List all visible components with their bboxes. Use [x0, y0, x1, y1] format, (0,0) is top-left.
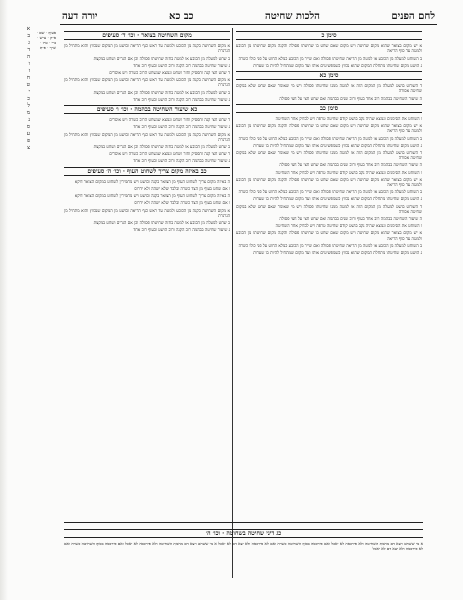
- gloss-letter: פ: [27, 138, 30, 144]
- gloss-letter: ב: [27, 33, 30, 39]
- siman-kaf-heading: סימן כ: [236, 31, 422, 40]
- paragraph: ג שיעור שחיטה בבהמה רוב הקנה ורוב הושט ובעוף רוב אחד: [133, 124, 230, 130]
- paragraph: ו השוחט את הסימנים ונמצא שהיה נקב בושט קודם שחיטה טרפה ויש לבדוק אחר השחיטה: [275, 223, 422, 229]
- paragraph: א מקום השחיטה בקנה מן הכובע ולמטה עד ראש כנף הריאה ובושט מן המקום שנכווץ והוא מתחיל מן הגרגרת: [64, 207, 230, 218]
- paragraph: ב השוחט למעלה מן הכובע או למטה מן הריאה שחיטתו פסולה ואם שייר מן הכובע כמלא החוט על פני כולו כשרה: [238, 55, 422, 61]
- column-divider: [232, 28, 233, 578]
- section-heading: מקום השחיטה בצואר · וכו׳ ד׳ סעיפים: [64, 31, 230, 40]
- paragraph: ג הושט מקום שחיטתו מתחלת המקום שהוא נכווץ כשמפשיטים אותו ועד מקום שמתחיל להיות בו שערות: [253, 142, 422, 148]
- paragraph: א מקום השחיטה בקנה מן הכובע ולמטה עד ראש כנף הריאה ובושט מן המקום שנכווץ והוא מתחיל מן הגרגרת: [64, 43, 230, 54]
- paragraph: א מקום השחיטה בקנה מן הכובע ולמטה עד ראש כנף הריאה ובושט מן המקום שנכווץ והוא מתחיל מן הגרגרת: [64, 131, 230, 142]
- header-left-label: כב כא: [169, 10, 194, 22]
- paragraph: ד השוחט בושט למעלה מן המקום הזה או למטה ממנו שחיטתו פסולה ויש מי שאומר שאם שחט שלא במקום שחיטה אסורה: [236, 150, 422, 161]
- section-heading: כא שיעור השחיטה בבהמה · וכו׳ ו׳ סעיפים: [64, 105, 230, 114]
- header-far-left: יורה דעה: [62, 10, 98, 22]
- paragraph: ב שחט למעלה מן הכובע או למטה בחזה שחיטתו פסולה וכן אם הגרים ושחט במקצת: [93, 89, 230, 95]
- paragraph: א יש מקום בצואר שהוא מקום שחיטה ויש מקום שאם שחט בו שחיטתו פסולה והקנה מקום שחיטתו מן הכובע ולמטה עד סוף הריאה: [236, 176, 422, 188]
- gloss-letter: ע: [26, 131, 30, 137]
- gloss-letter: י: [28, 89, 30, 95]
- paragraph: ב השוחט למעלה מן הכובע או למטה מן הריאה שחיטתו פסולה ואם שייר מן הכובע כמלא החוט על פני כולו כשרה: [238, 135, 422, 141]
- left-column: [64, 28, 230, 578]
- gloss-letter: ד: [27, 47, 30, 53]
- gloss-letter: כ: [27, 96, 30, 102]
- gloss-letter: ז: [28, 68, 30, 74]
- siman-kaf-alef-heading: סימן כא: [236, 71, 422, 80]
- paragraph: א יש מקום בצואר שהוא מקום שחיטה ויש מקום שאם שחט בו שחיטתו פסולה והקנה מקום שחיטתו מן הכובע ולמטה עד סוף הריאה: [236, 43, 422, 54]
- paragraph: ה באיזה מקום צריך לשחוט העוף מן הצואר בקנה ובושט ויש מחמירין לשחוט במקום הצואר דוקא: [74, 193, 230, 199]
- paragraph: ג הושט מקום שחיטתו מתחלת המקום שהוא נכווץ כשמפשיטים אותו ועד מקום שמתחיל להיות בו שערות: [253, 196, 422, 202]
- gloss-letter: ה: [26, 54, 30, 60]
- left-gloss-column: [4, 26, 30, 166]
- paragraph: ד השוחט בושט למעלה מן המקום הזה או למטה ממנו שחיטתו פסולה ויש מי שאומר שאם שחט שלא במקום שחיטה אסורה: [236, 83, 422, 94]
- paragraph: ו השוחט את הסימנים ונמצא שהיה נקב בושט קודם שחיטה טרפה ויש לבדוק אחר השחיטה: [275, 116, 422, 122]
- paragraph: ד שחט חצי קנה והפסיק וחזר ושחט ונמצא שנשחט הרוב כשרה ויש אוסרים: [109, 70, 230, 76]
- paragraph: ג הושט מקום שחיטתו מתחלת המקום שהוא נכווץ כשמפשיטים אותו ועד מקום שמתחיל להיות בו שערות: [253, 62, 422, 68]
- paragraph: א מקום השחיטה בקנה מן הכובע ולמטה עד ראש כנף הריאה ובושט מן המקום שנכווץ והוא מתחיל מן הגרגרת: [64, 77, 230, 88]
- gloss-letter: צ: [27, 145, 30, 151]
- gloss-letter: מ: [26, 110, 30, 116]
- section-heading: כב באיזה מקום צריך לשחוט העוף · וכו׳ ה׳ סעיפים: [64, 167, 230, 176]
- gloss-letter: ו: [28, 61, 30, 67]
- paragraph: א מי ששחט ויצא דם מחמת השחיטה ולא פירכסה לא יאכל ואם פירכסה בסוף השחיטה כשרה ואם לא פירכסה ולא יצא דם לא יאכל א מי ששחט ויצא דם מחמת השחיטה ולא פירכסה לא יאכל ואם פירכסה בסוף השחיטה כשרה ואם לא פירכסה ולא יצא דם לא יאכל: [64, 541, 423, 551]
- right-column: [236, 28, 422, 578]
- paragraph: ה שיעור השחיטה בבהמה רוב אחד בעוף ורוב שנים בבהמה ואם שחט חצי על חצי פסולה: [279, 162, 422, 168]
- gloss-letter: ס: [26, 124, 30, 130]
- paragraph: ה שיעור השחיטה בבהמה רוב אחד בעוף ורוב שנים בבהמה ואם שחט חצי על חצי פסולה: [279, 216, 422, 222]
- bottom-section: [64, 526, 423, 596]
- section-heading: כג דיני שחיטה בשחוטה · וכו׳ ה׳: [64, 529, 423, 538]
- paragraph: ד השוחט בושט למעלה מן המקום הזה או למטה ממנו שחיטתו פסולה ויש מי שאומר שאם שחט שלא במקום שחיטה אסורה: [236, 203, 422, 214]
- paragraph: ג שיעור שחיטה בבהמה רוב הקנה ורוב הושט ובעוף רוב אחד: [133, 96, 230, 102]
- gloss-letter: א: [26, 26, 30, 32]
- paragraph: ה שיעור השחיטה בבהמה רוב אחד בעוף ורוב שנים בבהמה ואם שחט חצי על חצי פסולה: [279, 95, 422, 101]
- gloss-letter: ח: [26, 75, 30, 81]
- paragraph: ו אם שחט בעוף מן הצד כשרה ובלבד שלא ישהה ולא ידרוס: [134, 186, 230, 192]
- siman-kaf-bet-heading: סימן כב: [236, 104, 422, 113]
- gloss-letter: ג: [28, 40, 30, 46]
- bottom-rule: [64, 522, 423, 523]
- paragraph: ב שחט למעלה מן הכובע או למטה בחזה שחיטתו פסולה וכן אם הגרים ושחט במקצת: [93, 55, 230, 61]
- paragraph: ו אם שחט בעוף מן הצד כשרה ובלבד שלא ישהה ולא ידרוס: [134, 200, 230, 206]
- paragraph: ב שחט למעלה מן הכובע או למטה בחזה שחיטתו פסולה וכן אם הגרים ושחט במקצת: [93, 144, 230, 150]
- page-header: [60, 8, 437, 25]
- paragraph: ג שיעור שחיטה בבהמה רוב הקנה ורוב הושט ובעוף רוב אחד: [133, 158, 230, 164]
- header-center: הלכות שחיטה: [265, 10, 320, 22]
- paragraph: ד שחט חצי קנה והפסיק וחזר ושחט ונמצא שנשחט הרוב כשרה ויש אוסרים: [109, 117, 230, 123]
- paragraph: ג שיעור שחיטה בבהמה רוב הקנה ורוב הושט ובעוף רוב אחד: [133, 227, 230, 233]
- paragraph: א יש מקום בצואר שהוא מקום שחיטה ויש מקום שאם שחט בו שחיטתו פסולה והקנה מקום שחיטתו מן הכובע ולמטה עד סוף הריאה: [236, 230, 422, 241]
- paragraph: ב השוחט למעלה מן הכובע או למטה מן הריאה שחיטתו פסולה ואם שייר מן הכובע כמלא החוט על פני כולו כשרה: [238, 242, 422, 248]
- paragraph: ג הושט מקום שחיטתו מתחלת המקום שהוא נכווץ כשמפשיטים אותו ועד מקום שמתחיל להיות בו שערות: [253, 250, 422, 256]
- paragraph: א יש מקום בצואר שהוא מקום שחיטה ויש מקום שאם שחט בו שחיטתו פסולה והקנה מקום שחיטתו מן הכובע ולמטה עד סוף הריאה: [236, 123, 422, 134]
- paragraph: ג שיעור שחיטה בבהמה רוב הקנה ורוב הושט ובעוף רוב אחד: [133, 62, 230, 68]
- gloss-letter: נ: [28, 117, 30, 123]
- marginal-notes: סעיף · שם · ס״ק · ע״ש · ב״י · ט״ז · ש״ך · פ״ת: [36, 30, 56, 50]
- header-title-right: לחם הפנים: [391, 10, 435, 22]
- gloss-letter: ל: [27, 103, 30, 109]
- paragraph: ד שחט חצי קנה והפסיק וחזר ושחט ונמצא שנשחט הרוב כשרה ויש אוסרים: [109, 151, 230, 157]
- paragraph: ו השוחט את הסימנים ונמצא שהיה נקב בושט קודם שחיטה טרפה ויש לבדוק אחר השחיטה: [275, 169, 422, 175]
- gloss-letter: ט: [26, 82, 30, 88]
- paragraph: ב השוחט למעלה מן הכובע או למטה מן הריאה שחיטתו פסולה ואם שייר מן הכובע כמלא החוט על פני כולו כשרה: [238, 189, 422, 195]
- paragraph: ה באיזה מקום צריך לשחוט העוף מן הצואר בקנה ובושט ויש מחמירין לשחוט במקום הצואר דוקא: [74, 178, 230, 184]
- paragraph: ב שחט למעלה מן הכובע או למטה בחזה שחיטתו פסולה וכן אם הגרים ושחט במקצת: [93, 220, 230, 226]
